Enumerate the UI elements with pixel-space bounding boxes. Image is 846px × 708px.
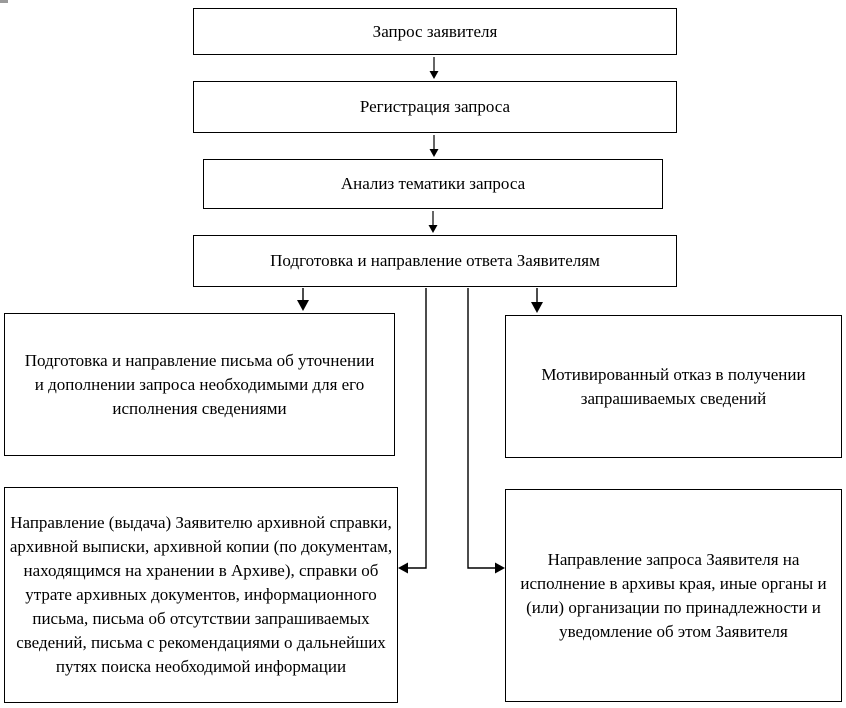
arrow-registration-to-analysis [430, 135, 439, 157]
node-response: Подготовка и направление ответа Заявителям [193, 235, 677, 287]
arrow-shaft [468, 288, 495, 568]
node-registration: Регистрация запроса [193, 81, 677, 133]
arrow-response-to-clarification [297, 288, 309, 311]
arrow-response-to-issuance [398, 288, 426, 574]
arrowhead-down-icon [430, 71, 439, 79]
arrowhead-down-icon [430, 149, 439, 157]
arrowhead-down-icon [297, 300, 309, 311]
arrowhead-down-icon [429, 225, 438, 233]
node-request: Запрос заявителя [193, 8, 677, 55]
node-issuance: Направление (выдача) Заявителю архивной справки, архивной выписки, архивной копии (по документам, находящимся на хранении в Архиве), справки об утрате архивных документов, информационного письма, письма об отсутствии запрашиваемых сведений, письма с рекомендациями о дальнейших путях поиска необходимой информации [4, 487, 398, 703]
arrowhead-right-icon [495, 563, 505, 574]
node-forwarding: Направление запроса Заявителя на исполнение в архивы края, иные органы и (или) организации по принадлежности и уведомление об этом Заявителя [505, 489, 842, 702]
arrow-request-to-registration [430, 57, 439, 79]
arrow-response-to-forwarding [468, 288, 505, 574]
arrowhead-down-icon [531, 302, 543, 313]
arrowhead-left-icon [398, 563, 408, 574]
node-refusal: Мотивированный отказ в получении запрашиваемых сведений [505, 315, 842, 458]
arrow-response-to-refusal [531, 288, 543, 313]
scan-artifact-mark [0, 0, 8, 3]
node-analysis: Анализ тематики запроса [203, 159, 663, 209]
arrow-analysis-to-response [429, 211, 438, 233]
arrow-shaft [408, 288, 426, 568]
node-clarification: Подготовка и направление письма об уточнении и дополнении запроса необходимыми для его исполнения сведениями [4, 313, 395, 456]
